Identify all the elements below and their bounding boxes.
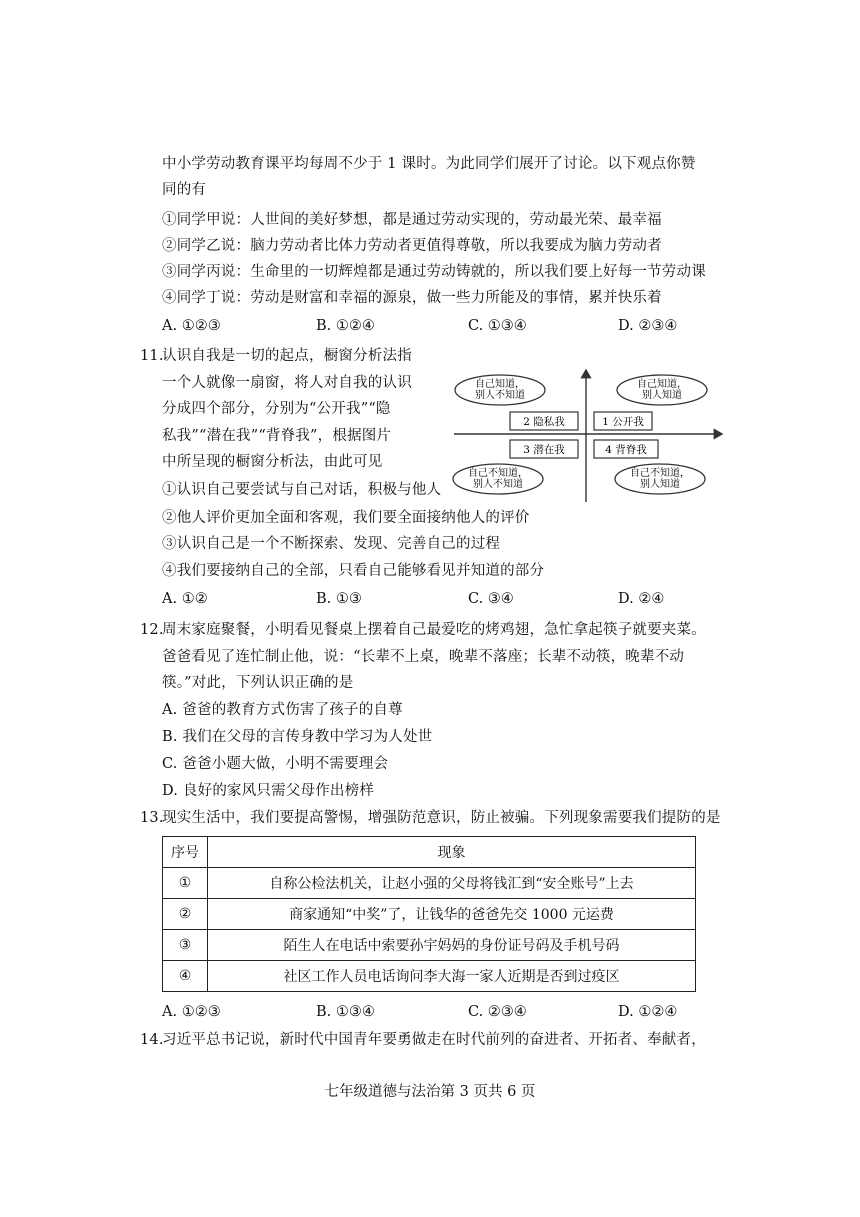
q10-statement-4: ④同学丁说：劳动是财富和幸福的源泉，做一些力所能及的事情，累并快乐着 <box>162 290 662 306</box>
q11-stem-line-2: 一个人就像一扇窗，将人对自我的认识 <box>162 375 412 391</box>
svg-text:别人不知道: 别人不知道 <box>475 390 525 401</box>
q13-option-b: B. ①③④ <box>316 1004 375 1020</box>
row-phenomenon: 商家通知“中奖”了，让钱华的爸爸先交 1000 元运费 <box>208 899 696 930</box>
q12-option-b: B. 我们在父母的言传身教中学习为人处世 <box>162 729 433 745</box>
q11-stem-line-4: 私我”“潜在我”“背脊我”，根据图片 <box>162 428 392 444</box>
table-row <box>163 899 696 930</box>
phenomena-table <box>162 836 696 992</box>
svg-text:2 隐私我: 2 隐私我 <box>523 416 565 428</box>
q11-stem-line-3: 分成四个部分，分别为“公开我”“隐 <box>162 401 391 417</box>
svg-text:3 潜在我: 3 潜在我 <box>523 444 565 456</box>
svg-text:别人不知道: 别人不知道 <box>473 479 523 490</box>
oval-top-left <box>455 375 545 405</box>
oval-top-right <box>617 375 707 405</box>
table-header-row <box>163 837 696 868</box>
page-footer: 七年级道德与法治第 3 页共 6 页 <box>324 1084 536 1100</box>
q12-number: 12. <box>140 622 164 638</box>
q10-statement-2: ②同学乙说：脑力劳动者比体力劳动者更值得尊敬，所以我要成为脑力劳动者 <box>162 238 662 254</box>
table-row <box>163 930 696 961</box>
q14-number: 14. <box>140 1032 164 1048</box>
svg-text:1 公开我: 1 公开我 <box>602 416 644 428</box>
header-number: 序号 <box>163 837 208 868</box>
q10-option-c: C. ①③④ <box>468 318 527 334</box>
q14-stem: 习近平总书记说，新时代中国青年要勇做走在时代前列的奋进者、开拓者、奉献者， <box>162 1032 706 1048</box>
q10-option-d: D. ②③④ <box>618 318 678 334</box>
q13-option-d: D. ①②④ <box>618 1004 678 1020</box>
table-row <box>163 961 696 992</box>
oval-bottom-right <box>615 464 705 494</box>
q10-stem-line-1: 中小学劳动教育课平均每周不少于 1 课时。为此同学们展开了讨论。以下观点你赞 <box>162 156 696 172</box>
q10-statement-1: ①同学甲说：人世间的美好梦想，都是通过劳动实现的，劳动最光荣、最幸福 <box>162 212 662 228</box>
q12-stem-line-3: 筷。”对此，下列认识正确的是 <box>162 675 354 691</box>
q11-number: 11. <box>140 348 164 364</box>
q12-stem-line-1: 周末家庭聚餐，小明看见餐桌上摆着自己最爱吃的烤鸡翅，急忙拿起筷子就要夹菜。 <box>162 622 706 638</box>
row-number: ② <box>163 899 208 930</box>
q11-statement-4: ④我们要接纳自己的全部，只看自己能够看见并知道的部分 <box>162 563 545 579</box>
row-number: ③ <box>163 930 208 961</box>
svg-text:别人知道: 别人知道 <box>642 390 682 401</box>
table-row <box>163 868 696 899</box>
svg-text:4 背脊我: 4 背脊我 <box>605 444 647 456</box>
q10-statement-3: ③同学丙说：生命里的一切辉煌都是通过劳动铸就的，所以我们要上好每一节劳动课 <box>162 264 706 280</box>
q10-stem-line-2: 同的有 <box>162 182 207 198</box>
svg-text:自己不知道，: 自己不知道， <box>630 468 690 479</box>
svg-text:别人知道: 别人知道 <box>640 479 680 490</box>
box-open-self <box>594 412 652 430</box>
q12-option-c: C. 爸爸小题大做，小明不需要理会 <box>162 756 389 772</box>
row-number: ① <box>163 868 208 899</box>
q11-statement-2: ②他人评价更加全面和客观，我们要全面接纳他人的评价 <box>162 510 530 526</box>
q11-stem-line-1: 认识自我是一切的起点，橱窗分析法指 <box>162 348 412 364</box>
q10-option-a: A. ①②③ <box>162 318 221 334</box>
row-phenomenon: 社区工作人员电话询问李大海一家人近期是否到过疫区 <box>208 961 696 992</box>
oval-bottom-left <box>453 464 543 494</box>
header-phenomenon: 现象 <box>208 837 696 868</box>
q11-option-c: C. ③④ <box>468 591 514 607</box>
q11-stem-line-5: 中所呈现的橱窗分析法，由此可见 <box>162 454 383 470</box>
q10-option-b: B. ①②④ <box>316 318 375 334</box>
q13-number: 13. <box>140 810 164 826</box>
row-phenomenon: 自称公检法机关，让赵小强的父母将钱汇到“安全账号”上去 <box>208 868 696 899</box>
q11-statement-3: ③认识自己是一个不断探索、发现、完善自己的过程 <box>162 536 501 552</box>
q11-option-a: A. ①② <box>162 591 208 607</box>
box-blind-self <box>594 440 658 458</box>
box-hidden-self <box>510 412 578 430</box>
q11-option-d: D. ②④ <box>618 591 665 607</box>
svg-text:自己知道，: 自己知道， <box>637 379 687 390</box>
row-number: ④ <box>163 961 208 992</box>
q13-option-c: C. ②③④ <box>468 1004 527 1020</box>
svg-text:自己不知道，: 自己不知道， <box>468 468 528 479</box>
q12-stem-line-2: 爸爸看见了连忙制止他，说：“长辈不上桌，晚辈不落座；长辈不动筷，晚辈不动 <box>162 649 685 665</box>
q11-statement-1: ①认识自己要尝试与自己对话，积极与他人 <box>162 482 442 498</box>
svg-text:自己知道，: 自己知道， <box>475 379 525 390</box>
q12-option-d: D. 良好的家风只需父母作出榜样 <box>162 783 375 799</box>
box-unknown-self <box>510 440 578 458</box>
q13-stem: 现实生活中，我们要提高警惕，增强防范意识，防止被骗。下列现象需要我们提防的是 <box>162 810 721 826</box>
johari-window-diagram <box>450 366 730 504</box>
q12-option-a: A. 爸爸的教育方式伤害了孩子的自尊 <box>162 702 403 718</box>
q11-option-b: B. ①③ <box>316 591 362 607</box>
row-phenomenon: 陌生人在电话中索要孙宇妈妈的身份证号码及手机号码 <box>208 930 696 961</box>
q13-option-a: A. ①②③ <box>162 1004 221 1020</box>
